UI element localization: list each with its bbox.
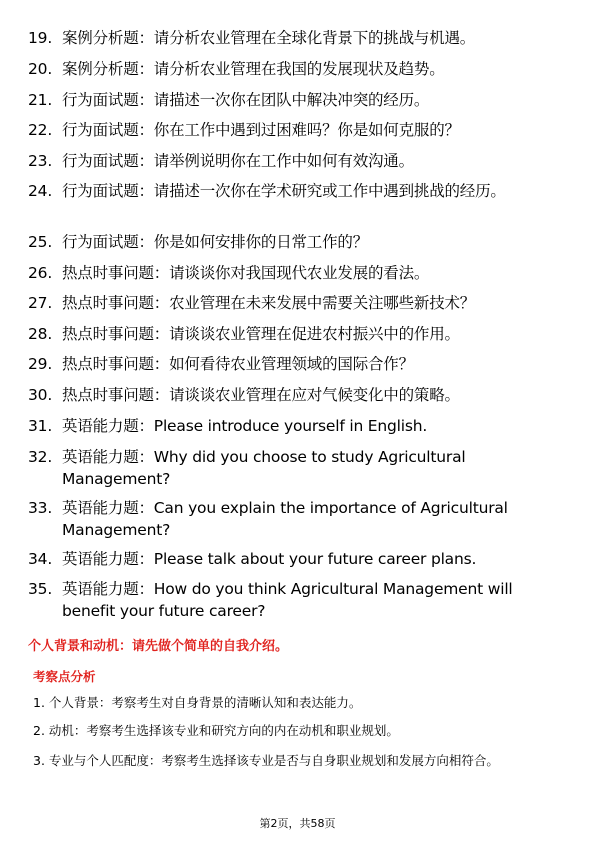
question-text: 行为面试题：你在工作中遇到过困难吗？你是如何克服的？ bbox=[62, 121, 460, 139]
question-text: 行为面试题：请描述一次你在团队中解决冲突的经历。 bbox=[62, 91, 430, 109]
question-item bbox=[28, 384, 548, 406]
question-item bbox=[28, 323, 548, 345]
question-item bbox=[28, 27, 548, 49]
question-text: 英语能力题：Why did you choose to study Agricultural Management? bbox=[62, 448, 466, 488]
question-item bbox=[28, 58, 548, 80]
question-number: 28. bbox=[28, 325, 53, 343]
question-text: 英语能力题：Please introduce yourself in English. bbox=[62, 417, 428, 435]
question-item bbox=[28, 89, 548, 111]
question-number: 25. bbox=[28, 233, 53, 251]
question-item bbox=[28, 231, 548, 253]
question-text: 案例分析题：请分析农业管理在我国的发展现状及趋势。 bbox=[62, 60, 445, 78]
analysis-point: 1. 个人背景：考察考生对自身背景的清晰认知和表达能力。 bbox=[33, 695, 362, 710]
question-number: 31. bbox=[28, 417, 53, 435]
section-title: 个人背景和动机：请先做个简单的自我介绍。 bbox=[28, 639, 289, 654]
question-item bbox=[28, 353, 548, 375]
question-item bbox=[28, 262, 548, 284]
question-item bbox=[28, 415, 548, 437]
question-item bbox=[28, 446, 548, 490]
question-number: 34. bbox=[28, 550, 53, 568]
question-number: 27. bbox=[28, 294, 53, 312]
question-text: 行为面试题：请举例说明你在工作中如何有效沟通。 bbox=[62, 152, 414, 170]
question-text: 英语能力题：Please talk about your future career plans. bbox=[62, 550, 477, 568]
question-text: 行为面试题：请描述一次你在学术研究或工作中遇到挑战的经历。 bbox=[62, 182, 506, 200]
question-item bbox=[28, 578, 548, 622]
question-text: 热点时事问题：请谈谈农业管理在促进农村振兴中的作用。 bbox=[62, 325, 460, 343]
question-item bbox=[28, 548, 548, 570]
question-number: 26. bbox=[28, 264, 53, 282]
question-number: 19. bbox=[28, 29, 53, 47]
question-text: 热点时事问题：请谈谈你对我国现代农业发展的看法。 bbox=[62, 264, 430, 282]
question-number: 29. bbox=[28, 355, 53, 373]
question-text: 热点时事问题：农业管理在未来发展中需要关注哪些新技术？ bbox=[62, 294, 476, 312]
question-text: 英语能力题：How do you think Agricultural Management will benefit your future career? bbox=[62, 580, 513, 620]
question-item bbox=[28, 150, 548, 172]
question-number: 23. bbox=[28, 152, 53, 170]
analysis-point: 2. 动机：考察考生选择该专业和研究方向的内在动机和职业规划。 bbox=[33, 723, 399, 738]
question-item bbox=[28, 292, 548, 314]
question-item bbox=[28, 119, 548, 141]
question-number: 20. bbox=[28, 60, 53, 78]
page-footer: 第2页，共58页 bbox=[259, 817, 336, 830]
question-item bbox=[28, 180, 548, 202]
question-number: 32. bbox=[28, 448, 53, 466]
question-number: 33. bbox=[28, 499, 53, 517]
analysis-point: 3. 专业与个人匹配度：考察考生选择该专业是否与自身职业规划和发展方向相符合。 bbox=[33, 753, 499, 768]
question-number: 21. bbox=[28, 91, 53, 109]
question-text: 英语能力题：Can you explain the importance of Agricultural Management? bbox=[62, 499, 508, 539]
question-number: 30. bbox=[28, 386, 53, 404]
question-text: 案例分析题：请分析农业管理在全球化背景下的挑战与机遇。 bbox=[62, 29, 476, 47]
question-number: 24. bbox=[28, 182, 53, 200]
question-item bbox=[28, 497, 548, 541]
question-text: 热点时事问题：如何看待农业管理领域的国际合作？ bbox=[62, 355, 414, 373]
analysis-title: 考察点分析 bbox=[33, 669, 96, 684]
question-text: 热点时事问题：请谈谈农业管理在应对气候变化中的策略。 bbox=[62, 386, 460, 404]
question-number: 22. bbox=[28, 121, 53, 139]
question-text: 行为面试题：你是如何安排你的日常工作的？ bbox=[62, 233, 369, 251]
question-number: 35. bbox=[28, 580, 53, 598]
